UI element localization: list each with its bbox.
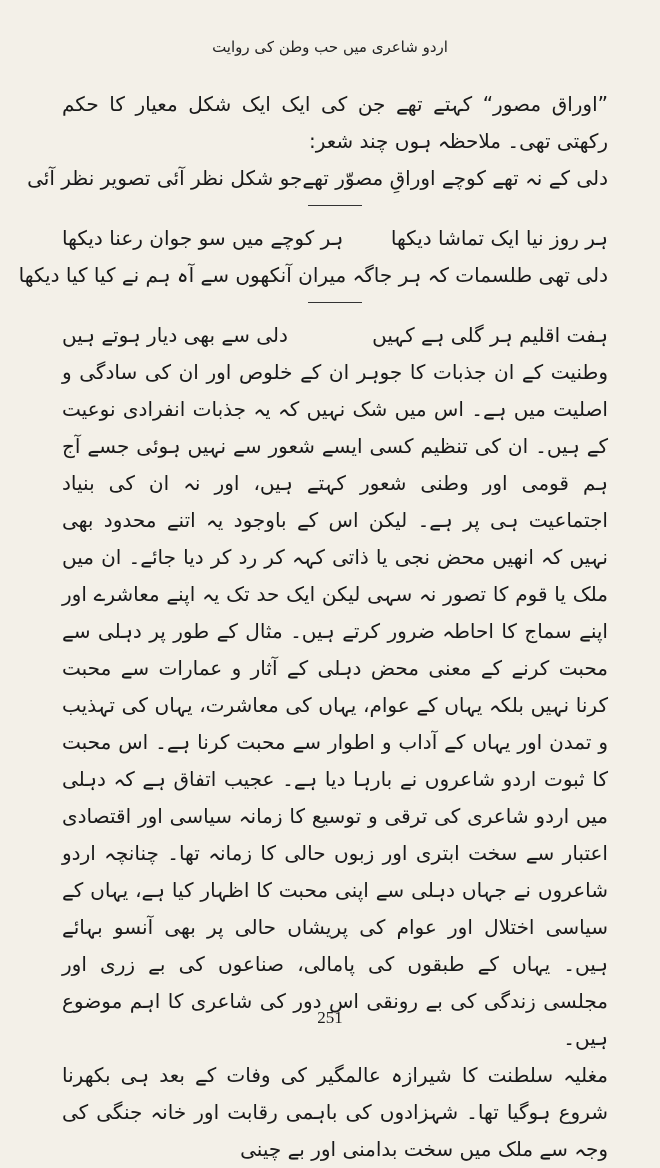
running-head: اردو شاعری میں حب وطن کی روایت — [212, 38, 448, 56]
couplet-1 — [27, 160, 608, 197]
separator-rule — [308, 205, 362, 206]
couplet-2-line-2 — [18, 257, 608, 294]
couplet-3-left: دلی سے بھی دیار ہوتے ہیں — [62, 323, 288, 347]
couplet-2-line-1 — [62, 220, 608, 257]
separator-rule — [308, 302, 362, 303]
couplet-1-right: دلی کے نہ تھے کوچے اوراقِ مصوّر تھے — [302, 166, 608, 190]
paragraph-1: وطنیت کے ان جذبات کا جوہر ان کے خلوص اور ان کی سادگی و اصلیت میں ہے۔ اس میں شک نہیں کہ یہ جذبات انفرادی نوعیت کے ہیں۔ ان کی تنظیم کسی ایسے شعور سے نہیں ہوئی جسے آج ہم قومی اور وطنی شعور کہتے ہیں، اور نہ ان کی بنیاد اجتماعیت ہی پر ہے۔ لیکن اس کے باوجود یہ اتنے محدود بھی نہیں کہ انھیں محض نجی یا ذاتی کہہ کر رد کر دیا جائے۔ ان میں ملک یا قوم کا تصور نہ سہی لیکن ایک حد تک یہ اپنے معاشرے اور اپنے سماج کا احاطہ ضرور کرتے ہیں۔ مثال کے طور پر دہلی سے محبت کرنے کے معنی محض دہلی کے آثار و عمارات سے محبت کرنا نہیں بلکہ یہاں کے عوام، یہاں کی معاشرت، یہاں کی تہذیب و تمدن اور یہاں کے آداب و اطوار سے محبت کرنا ہے۔ اس محبت کا ثبوت اردو شاعروں نے بارہا دیا ہے۔ عجیب اتفاق ہے کہ دہلی میں اردو شاعری کی ترقی و توسیع کا زمانہ سیاسی اور اقتصادی اعتبار سے سخت ابتری اور زبوں حالی کا زمانہ تھا۔ چنانچہ اردو شاعروں نے جہاں دہلی سے اپنی محبت کا اظہار کیا ہے، یہاں کے سیاسی اختلال اور عوام کی پریشاں حالی پر بھی آنسو بہائے ہیں۔ یہاں کے طبقوں کی پامالی، صناعوں کی بے زری اور مجلسی زندگی کی بے رونقی اس دور کی شاعری کا اہم موضوع ہیں۔ — [62, 360, 608, 1050]
couplet-3-right: ہفت اقلیم ہر گلی ہے کہیں — [372, 323, 608, 347]
intro-text: ”اوراق مصور“ کہتے تھے جن کی ایک ایک شکل معیار کا حکم رکھتی تھی۔ ملاحظہ ہوں چند شعر: — [62, 92, 608, 153]
couplet-2-line-2-right: دلی تھی طلسمات کہ ہر جاگہ میر — [318, 263, 608, 287]
couplet-2-line-1-right: ہر روز نیا ایک تماشا دیکھا — [390, 226, 608, 250]
couplet-2-line-1-left: ہر کوچے میں سو جوان رعنا دیکھا — [62, 226, 344, 250]
page-body — [18, 86, 608, 1168]
paragraph-2: مغلیہ سلطنت کا شیرازہ عالمگیر کی وفات کے بعد ہی بکھرنا شروع ہوگیا تھا۔ شہزادوں کی باہمی رقابت اور خانہ جنگی کی وجہ سے ملک میں سخت بدامنی اور بے چینی — [62, 1063, 608, 1161]
page-number: 251 — [317, 1008, 343, 1027]
couplet-1-left: جو شکل نظر آئی تصویر نظر آئی — [27, 166, 303, 190]
couplet-3 — [62, 317, 608, 354]
couplet-2-line-2-left: ان آنکھوں سے آہ ہم نے کیا کیا دیکھا — [18, 263, 319, 287]
